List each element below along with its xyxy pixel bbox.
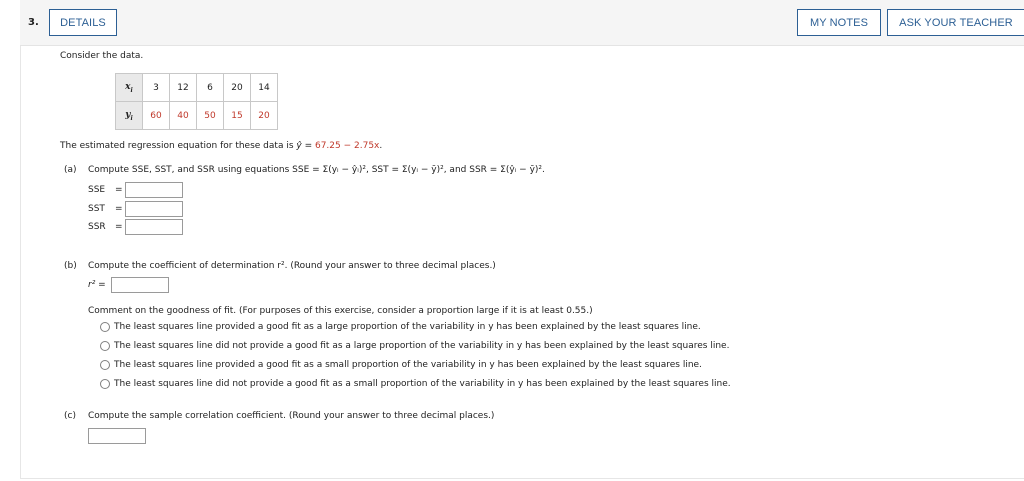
x-value: 12 — [170, 74, 197, 102]
y-row — [116, 102, 278, 130]
regression-suffix: . — [379, 141, 383, 151]
content-bottom-border — [20, 478, 1024, 479]
details-button[interactable]: DETAILS — [49, 9, 117, 36]
fit-option-label[interactable]: The least squares line provided a good fit as a large proportion of the variability in y has been explained by the least squares line. — [114, 322, 701, 332]
part-b-prompt: Compute the coefficient of determination r². (Round your answer to three decimal places.) — [88, 261, 496, 271]
y-value: 20 — [251, 102, 278, 130]
y-value: 60 — [143, 102, 170, 130]
x-value: 20 — [224, 74, 251, 102]
part-a-prompt: Compute SSE, SST, and SSR using equations SSE = Σ(yᵢ − ŷᵢ)², SST = Σ(yᵢ − ȳ)², and SSR = Σ(ŷᵢ − ȳ)². — [88, 165, 545, 175]
x-row — [116, 74, 278, 102]
x-header: $x_i$ — [116, 74, 143, 102]
intro-text: Consider the data. — [60, 51, 144, 61]
ssr-label: SSR — [88, 222, 106, 232]
r2-input[interactable] — [111, 277, 169, 293]
x-value: 6 — [197, 74, 224, 102]
yhat-symbol: ŷ — [296, 141, 302, 151]
question-number: 3. — [28, 17, 39, 28]
part-c-prompt: Compute the sample correlation coefficient. (Round your answer to three decimal places.) — [88, 411, 495, 421]
y-header: $y_i$ — [116, 102, 143, 130]
fit-option-radio[interactable] — [100, 360, 110, 370]
fit-option-label[interactable]: The least squares line did not provide a good fit as a small proportion of the variability in y has been explained by the least squares line. — [114, 379, 731, 389]
sst-input[interactable] — [125, 201, 183, 217]
data-table — [115, 73, 278, 130]
fit-option-label[interactable]: The least squares line did not provide a good fit as a large proportion of the variability in y has been explained by the least squares line. — [114, 341, 730, 351]
x-value: 14 — [251, 74, 278, 102]
y-value: 50 — [197, 102, 224, 130]
y-value: 15 — [224, 102, 251, 130]
fit-option-label[interactable]: The least squares line provided a good fit as a small proportion of the variability in y has been explained by the least squares line. — [114, 360, 702, 370]
regression-statement — [60, 141, 382, 151]
part-c-tag: (c) — [64, 411, 76, 421]
regression-equation: 67.25 − 2.75x — [314, 141, 380, 151]
regression-prefix: The estimated regression equation for these data is — [60, 141, 294, 151]
ssr-input[interactable] — [125, 219, 183, 235]
part-b-tag: (b) — [64, 261, 77, 271]
ask-your-teacher-button[interactable]: ASK YOUR TEACHER — [887, 9, 1024, 36]
ssr-equals: = — [115, 222, 123, 232]
content-left-border — [20, 46, 21, 478]
part-a-tag: (a) — [64, 165, 77, 175]
sse-equals: = — [115, 185, 123, 195]
my-notes-button[interactable]: MY NOTES — [797, 9, 881, 36]
equals-sign: = — [301, 141, 315, 151]
r2-label: r² = — [88, 280, 106, 290]
comment-prompt: Comment on the goodness of fit. (For purposes of this exercise, consider a proportion large if it is at least 0.55.) — [88, 306, 593, 316]
x-value: 3 — [143, 74, 170, 102]
fit-option-radio[interactable] — [100, 341, 110, 351]
sst-equals: = — [115, 204, 123, 214]
fit-option-radio[interactable] — [100, 322, 110, 332]
sse-label: SSE — [88, 185, 106, 195]
y-value: 40 — [170, 102, 197, 130]
sse-input[interactable] — [125, 182, 183, 198]
fit-option-radio[interactable] — [100, 379, 110, 389]
sst-label: SST — [88, 204, 105, 214]
correlation-input[interactable] — [88, 428, 146, 444]
